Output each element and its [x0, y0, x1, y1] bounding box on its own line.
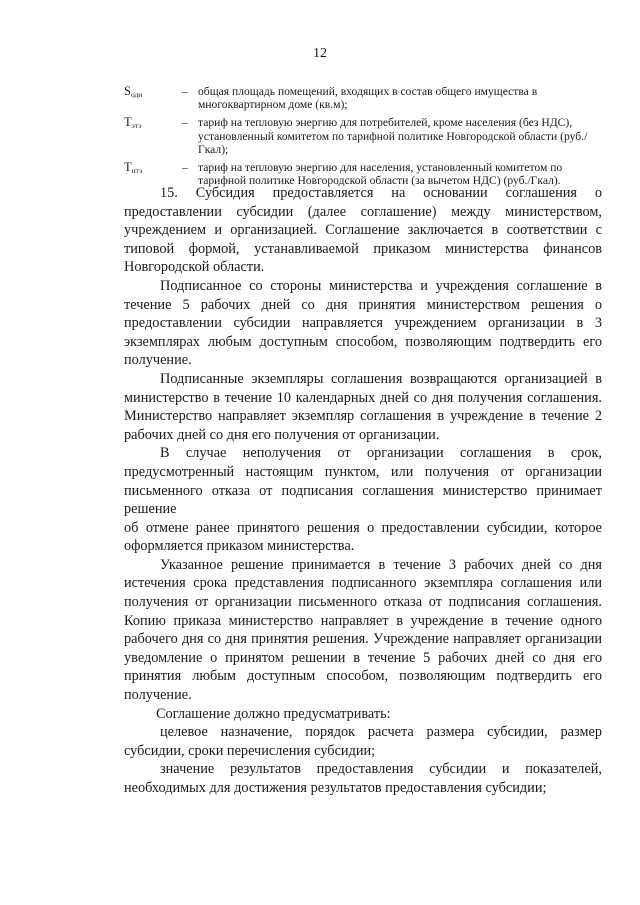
paragraph-provision-purpose: целевое назначение, порядок расчета размера субсидии, размер субсидии, сроки перечисления субсидии; — [124, 724, 602, 759]
paragraph-non-receipt: В случае неполучения от организации соглашения в срок, предусмотренный настоящим пунктом, или получения от организации письменного отказа от подписания соглашения министерство принимает решение — [124, 445, 602, 518]
document-body — [124, 184, 602, 798]
definition-dash: – — [182, 116, 188, 130]
variable-definitions — [124, 85, 602, 192]
paragraph-decision-term: Указанное решение принимается в течение 3 рабочих дней со дня истечения срока представления подписанного экземпляра соглашения или получения от организации письменного отказа от подписания соглашения. Копию приказа министерство направляет в учреждение в течение одного рабочего дня со дня принятия решения. Учреждение направляет организации уведомление о принятом решении в течение 5 рабочих дней со дня его принятия любым доступным способом, позволяющим подтвердить его получение. — [124, 556, 602, 704]
definition-item — [124, 85, 602, 111]
definition-dash: – — [182, 85, 188, 98]
definition-symbol: $T_{этэ}$ — [124, 115, 142, 131]
definition-item — [124, 116, 602, 156]
paragraph-agreement-provisions: Соглашение должно предусматривать: — [156, 705, 391, 722]
definition-symbol: $T_{нтэ}$ — [124, 160, 143, 176]
definition-text: тариф на тепловую энергию для населения, установленный комитетом по тарифной политике Новгородской области (за вычетом НДС) (руб./Гкал). — [198, 161, 563, 188]
definition-text: общая площадь помещений, входящих в состав общего имущества в многоквартирном доме (кв.м); — [198, 85, 538, 112]
definition-text: тариф на тепловую энергию для потребителей, кроме населения (без НДС), установленный комитетом по тарифной политике Новгородской области (руб./Гкал); — [198, 116, 588, 156]
paragraph-subsidy-agreement: 15. Субсидия предоставляется на основании соглашения о предоставлении субсидии (далее соглашение) между министерством, учреждением и организацией. Соглашение заключается в соответствии с типовой формой, устанавливаемой приказом министерства финансов Новгородской области. — [124, 185, 602, 276]
paragraph-signed-agreement: Подписанное со стороны министерства и учреждения соглашение в течение 5 рабочих дней со дня принятия министерством решения о предоставлении субсидии направляется учреждением организации в 3 экземплярах любым доступным способом, позволяющим подтвердить его получение. — [124, 277, 602, 369]
paragraph-cancellation: об отмене ранее принятого решения о предоставлении субсидии, которое оформляется приказом министерства. — [124, 519, 602, 555]
definition-dash: – — [182, 161, 188, 175]
paragraph-provision-results: значение результатов предоставления субсидии и показателей, необходимых для достижения результатов предоставления субсидии; — [124, 761, 602, 796]
definition-symbol: $S_{оди}$ — [124, 84, 143, 99]
page-number: 12 — [313, 46, 327, 61]
paragraph-returned-copies: Подписанные экземпляры соглашения возвращаются организацией в министерство в течение 10 календарных дней со дня получения соглашения. Министерство направляет экземпляр соглашения в учреждение в течение 2 рабочих дней со дня его получения от организации. — [124, 370, 602, 443]
